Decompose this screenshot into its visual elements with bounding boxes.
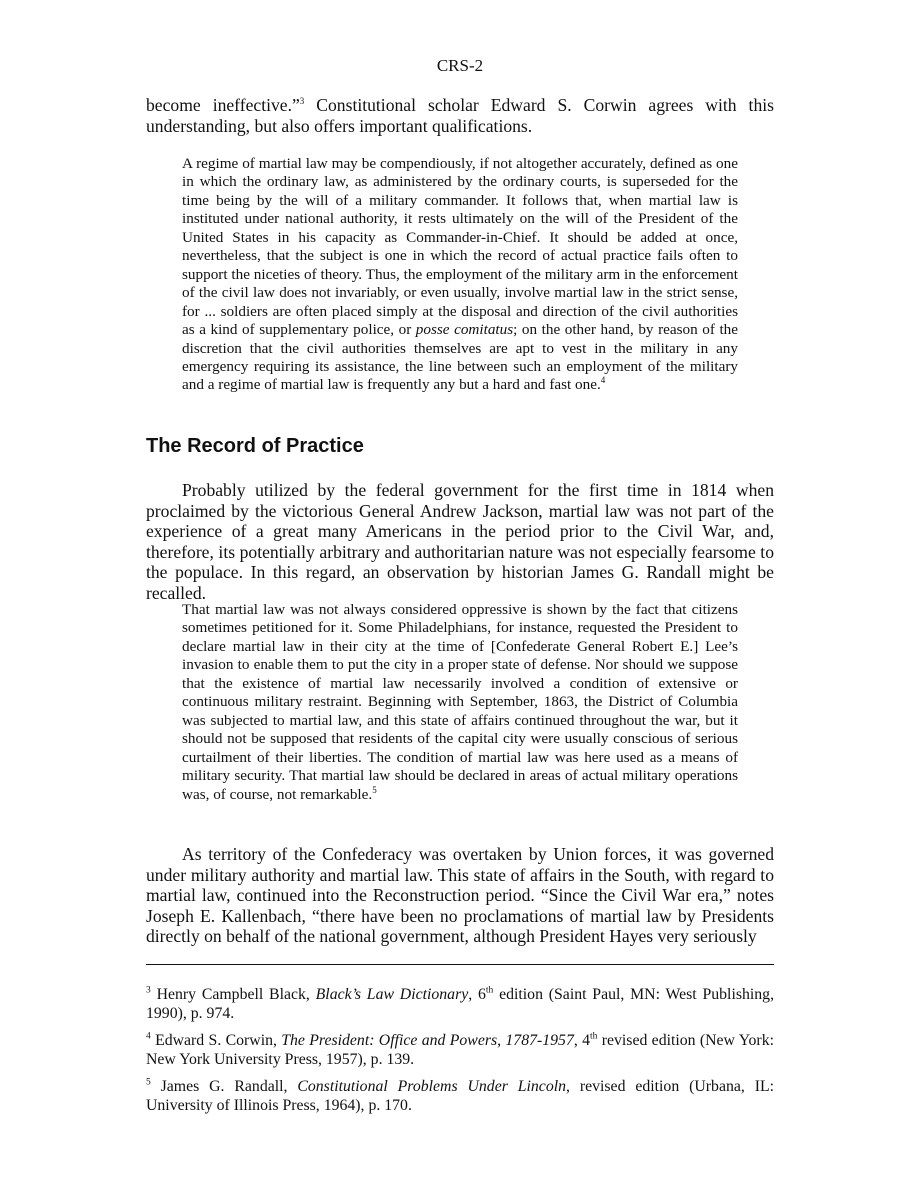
footnote-edition: , 4 [573, 1032, 591, 1049]
paragraph-record-of-practice: Probably utilized by the federal government for the first time in 1814 when proclaimed by the victorious General Andrew Jackson, martial law was not part of the experience of a great many Americans in the period prior to the Civil War, and, therefore, its potentially arbitrary and authoritarian nature was not especially fearsome to the populace. In this regard, an observation by historian James G. Randall might be recalled. [146, 480, 774, 603]
footnote-4 [146, 1031, 774, 1069]
footnote-number: 4 [146, 1031, 151, 1042]
footnote-ref: 3 [299, 96, 305, 107]
footnote-title: Black’s Law Dictionary [315, 986, 469, 1003]
section-heading: The Record of Practice [146, 435, 364, 457]
intro-paragraph [146, 95, 774, 136]
paragraph-reconstruction: As territory of the Confederacy was overtaken by Union forces, it was governed under military authority and martial law. This state of affairs in the South, with regard to martial law, continued into the Reconstruction period. “Since the Civil War era,” notes Joseph E. Kallenbach, “there have been no proclamations of martial law by Presidents directly on behalf of the national government, although President Hayes very seriously [146, 844, 774, 946]
footnote-number: 3 [146, 985, 151, 996]
footnote-author: James G. Randall, [160, 1078, 298, 1095]
footnote-author: Edward S. Corwin, [155, 1032, 282, 1049]
quote-text-continued: ; on the other hand, by reason of the discretion that the civil authorities themselves are apt to vest in the military in any emergency requiring its assistance, the line between such an employment of the military and a regime of martial law is frequently any but a hard and fast one. [182, 321, 738, 394]
page-header: CRS-2 [436, 56, 484, 75]
footnote-divider [146, 964, 774, 965]
footnote-ref: 4 [600, 375, 606, 386]
footnote-5 [146, 1077, 774, 1115]
footnote-title: The President: Office and Powers, 1787-1957 [281, 1032, 574, 1049]
footnote-ref: 5 [372, 784, 377, 795]
ordinal-suffix: th [485, 985, 494, 996]
footnote-publication: edition (Saint Paul, MN: West Publishing, 1990), p. 974. [146, 986, 775, 1022]
quote-text: That martial law was not always considered oppressive is shown by the fact that citizens sometimes petitioned for it. Some Philadelphians, for instance, requested the President to declare martial law in their city at the time of [Confederate General Robert E.] Lee’s invasion to enable them to put the city in a proper state of defense. Nor should we suppose that the existence of martial law necessarily involved a condition of extensive or continuous military restraint. Beginning with September, 1863, the District of Columbia was subjected to martial law, and this state of affairs continued throughout the war, but it should not be supposed that residents of the capital city were usually conscious of serious curtailment of their liberties. The condition of martial law was here used as a means of military security. That martial law should be declared in areas of actual military operations was, of course, not remarkable. [182, 601, 738, 803]
footnote-author: Henry Campbell Black, [156, 986, 316, 1003]
footnote-publication: , revised edition (Urbana, IL: University of Illinois Press, 1964), p. 170. [146, 1078, 774, 1114]
footnote-publication: revised edition (New York: New York University Press, 1957), p. 139. [146, 1032, 774, 1068]
block-quote-corwin [182, 155, 738, 395]
footnote-edition: , 6 [468, 986, 486, 1003]
footnote-title: Constitutional Problems Under Lincoln [297, 1078, 567, 1095]
quote-text: A regime of martial law may be compendiously, if not altogether accurately, defined as one in which the ordinary law, as administered by the ordinary courts, is superseded for the time being by the will of a military commander. It follows that, when martial law is instituted under national authority, it rests ultimately on the will of the President of the United States in his capacity as Commander-in-Chief. It should be added at once, nevertheless, that the subject is one in which the record of actual practice fails often to support the niceties of theory. Thus, the employment of the military arm in the enforcement of the civil law does not invariably, or even usually, involve martial law in the strict sense, for ... soldiers are often placed simply at the disposal and direction of the civil authorities as a kind of supplementary police, or [182, 155, 738, 339]
intro-text: become ineffective.” [146, 95, 300, 115]
footnote-number: 5 [146, 1077, 151, 1088]
quote-italic-term: posse comitatus [415, 321, 514, 339]
footnote-3 [146, 985, 774, 1023]
block-quote-randall [182, 601, 738, 804]
intro-text-continued: Constitutional scholar Edward S. Corwin agrees with this understanding, but also offers important qualifications. [146, 95, 774, 136]
ordinal-suffix: th [590, 1031, 598, 1042]
